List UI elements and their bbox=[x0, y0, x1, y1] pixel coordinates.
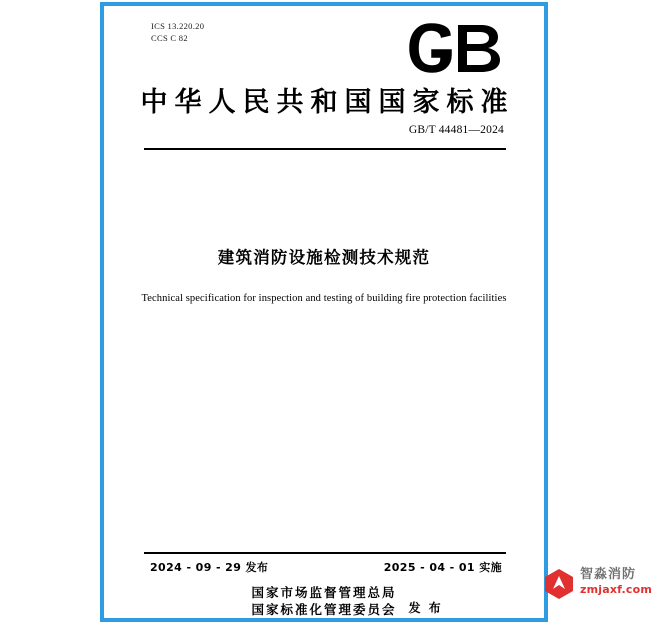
classification-codes bbox=[151, 20, 204, 44]
watermark-url: zmjaxf.com bbox=[580, 583, 653, 596]
divider-bottom bbox=[144, 552, 506, 554]
effective-date: 2025 - 04 - 01 实施 bbox=[383, 561, 502, 574]
issuer-line-2-wrapper bbox=[251, 601, 443, 618]
subject-title-en: Technical specification for inspection and testing of building fire protection facilities bbox=[141, 293, 507, 304]
issuing-authority bbox=[104, 584, 544, 618]
ccs-code: CCS C 82 bbox=[151, 33, 188, 43]
watermark-brand: 智淼消防 bbox=[580, 567, 637, 582]
gb-logo-icon bbox=[406, 22, 506, 74]
ics-code: ICS 13.220.20 bbox=[151, 21, 205, 31]
watermark-logo-icon bbox=[542, 567, 576, 601]
document-viewer-frame bbox=[100, 2, 548, 622]
issuer-line-1: 国家市场监督管理总局 bbox=[251, 585, 397, 600]
standard-cover-page bbox=[104, 6, 544, 618]
publish-label: 发 布 bbox=[408, 601, 443, 615]
issue-date: 2024 - 09 - 29 发布 bbox=[150, 561, 269, 574]
issuer-line-2: 国家标准化管理委员会 bbox=[251, 602, 397, 617]
watermark bbox=[542, 563, 666, 611]
subject-title-cn: 建筑消防设施检测技术规范 bbox=[217, 248, 431, 267]
page-title: 中华人民共和国国家标准 bbox=[140, 87, 515, 118]
standard-number: GB/T 44481—2024 bbox=[408, 124, 504, 136]
divider-top bbox=[144, 148, 506, 150]
watermark-text bbox=[580, 567, 652, 597]
